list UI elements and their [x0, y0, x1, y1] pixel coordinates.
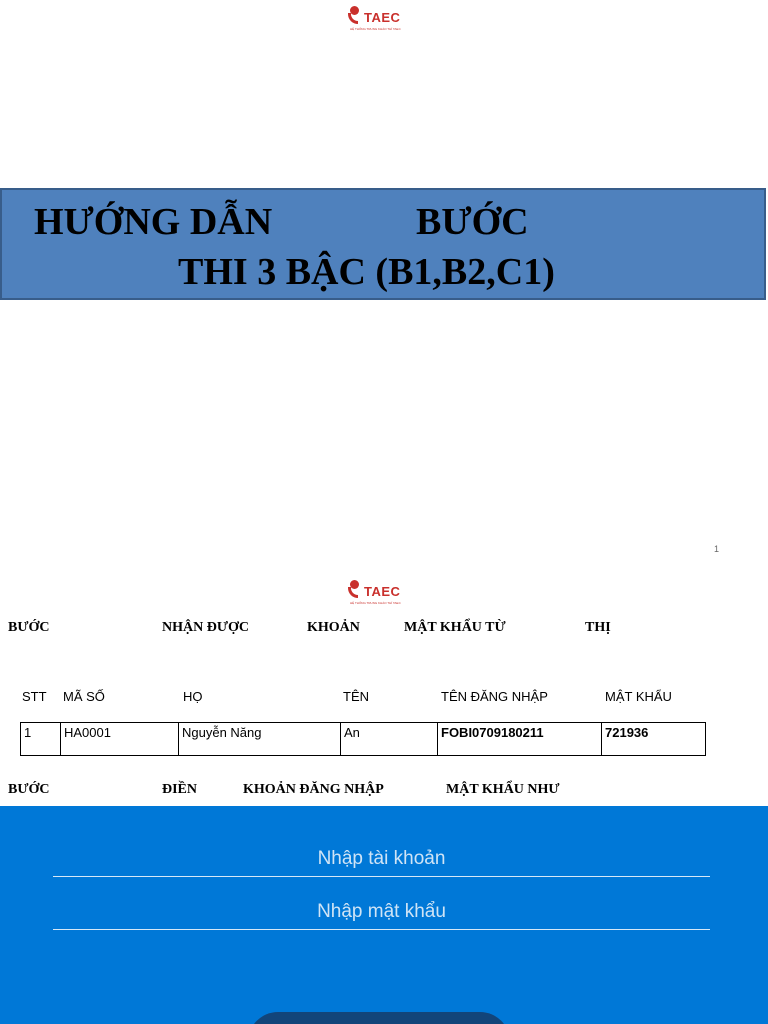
table-header-ma-so: MÃ SỐ [63, 689, 105, 704]
step1-word-5: THỊ [585, 620, 611, 635]
table-header-ten-dang-nhap: TÊN ĐĂNG NHẬP [441, 689, 548, 704]
step1-word-4: MẬT KHẨU TỪ [404, 620, 506, 635]
step1-word-2: NHẬN ĐƯỢC [162, 620, 249, 635]
step2-word-1: BƯỚC [8, 782, 50, 797]
title-line1-right: BƯỚC [416, 201, 529, 243]
username-input[interactable]: Nhập tài khoản [53, 848, 710, 877]
cell-ten: An [341, 723, 438, 755]
step1-word-3: KHOẢN [307, 620, 360, 635]
logo-brand: TAEC [364, 10, 401, 25]
step1-word-1: BƯỚC [8, 620, 50, 635]
logo-tagline: HỆ THỐNG TRUNG KHẢO THÍ TAEC [350, 601, 401, 605]
step2-word-2: ĐIỀN [162, 782, 198, 797]
table-header-mat-khau: MẬT KHẨU [605, 689, 672, 704]
title-box [0, 188, 766, 300]
taec-logo [348, 6, 401, 31]
password-input[interactable]: Nhập mật khẩu [53, 901, 710, 930]
table-header-stt: STT [22, 689, 47, 704]
cell-ma-so: HA0001 [61, 723, 179, 755]
cell-stt: 1 [21, 723, 61, 755]
taec-logo-icon [348, 6, 362, 24]
logo-brand: TAEC [364, 584, 401, 599]
login-form [0, 806, 768, 1024]
step2-word-3: KHOẢN ĐĂNG NHẬP [243, 782, 384, 797]
table-row [20, 722, 706, 756]
taec-logo-icon [348, 580, 362, 598]
table-header-ho: HỌ [183, 689, 203, 704]
logo-tagline: HỆ THỐNG TRUNG KHẢO THÍ TAEC [350, 27, 401, 31]
login-button[interactable] [248, 1012, 510, 1024]
title-line1-left: HƯỚNG DẪN [34, 201, 273, 243]
step2-word-4: MẬT KHẨU NHƯ [446, 782, 560, 797]
taec-logo-2 [348, 580, 401, 605]
cell-mat-khau: 721936 [605, 725, 649, 740]
table-header-ten: TÊN [343, 689, 369, 704]
cell-ten-dang-nhap: FOBI0709180211 [438, 723, 602, 755]
cell-ho: Nguyễn Năng [179, 723, 341, 755]
page-number: 1 [714, 544, 720, 554]
title-line2: THI 3 BẬC (B1,B2,C1) [178, 251, 555, 293]
